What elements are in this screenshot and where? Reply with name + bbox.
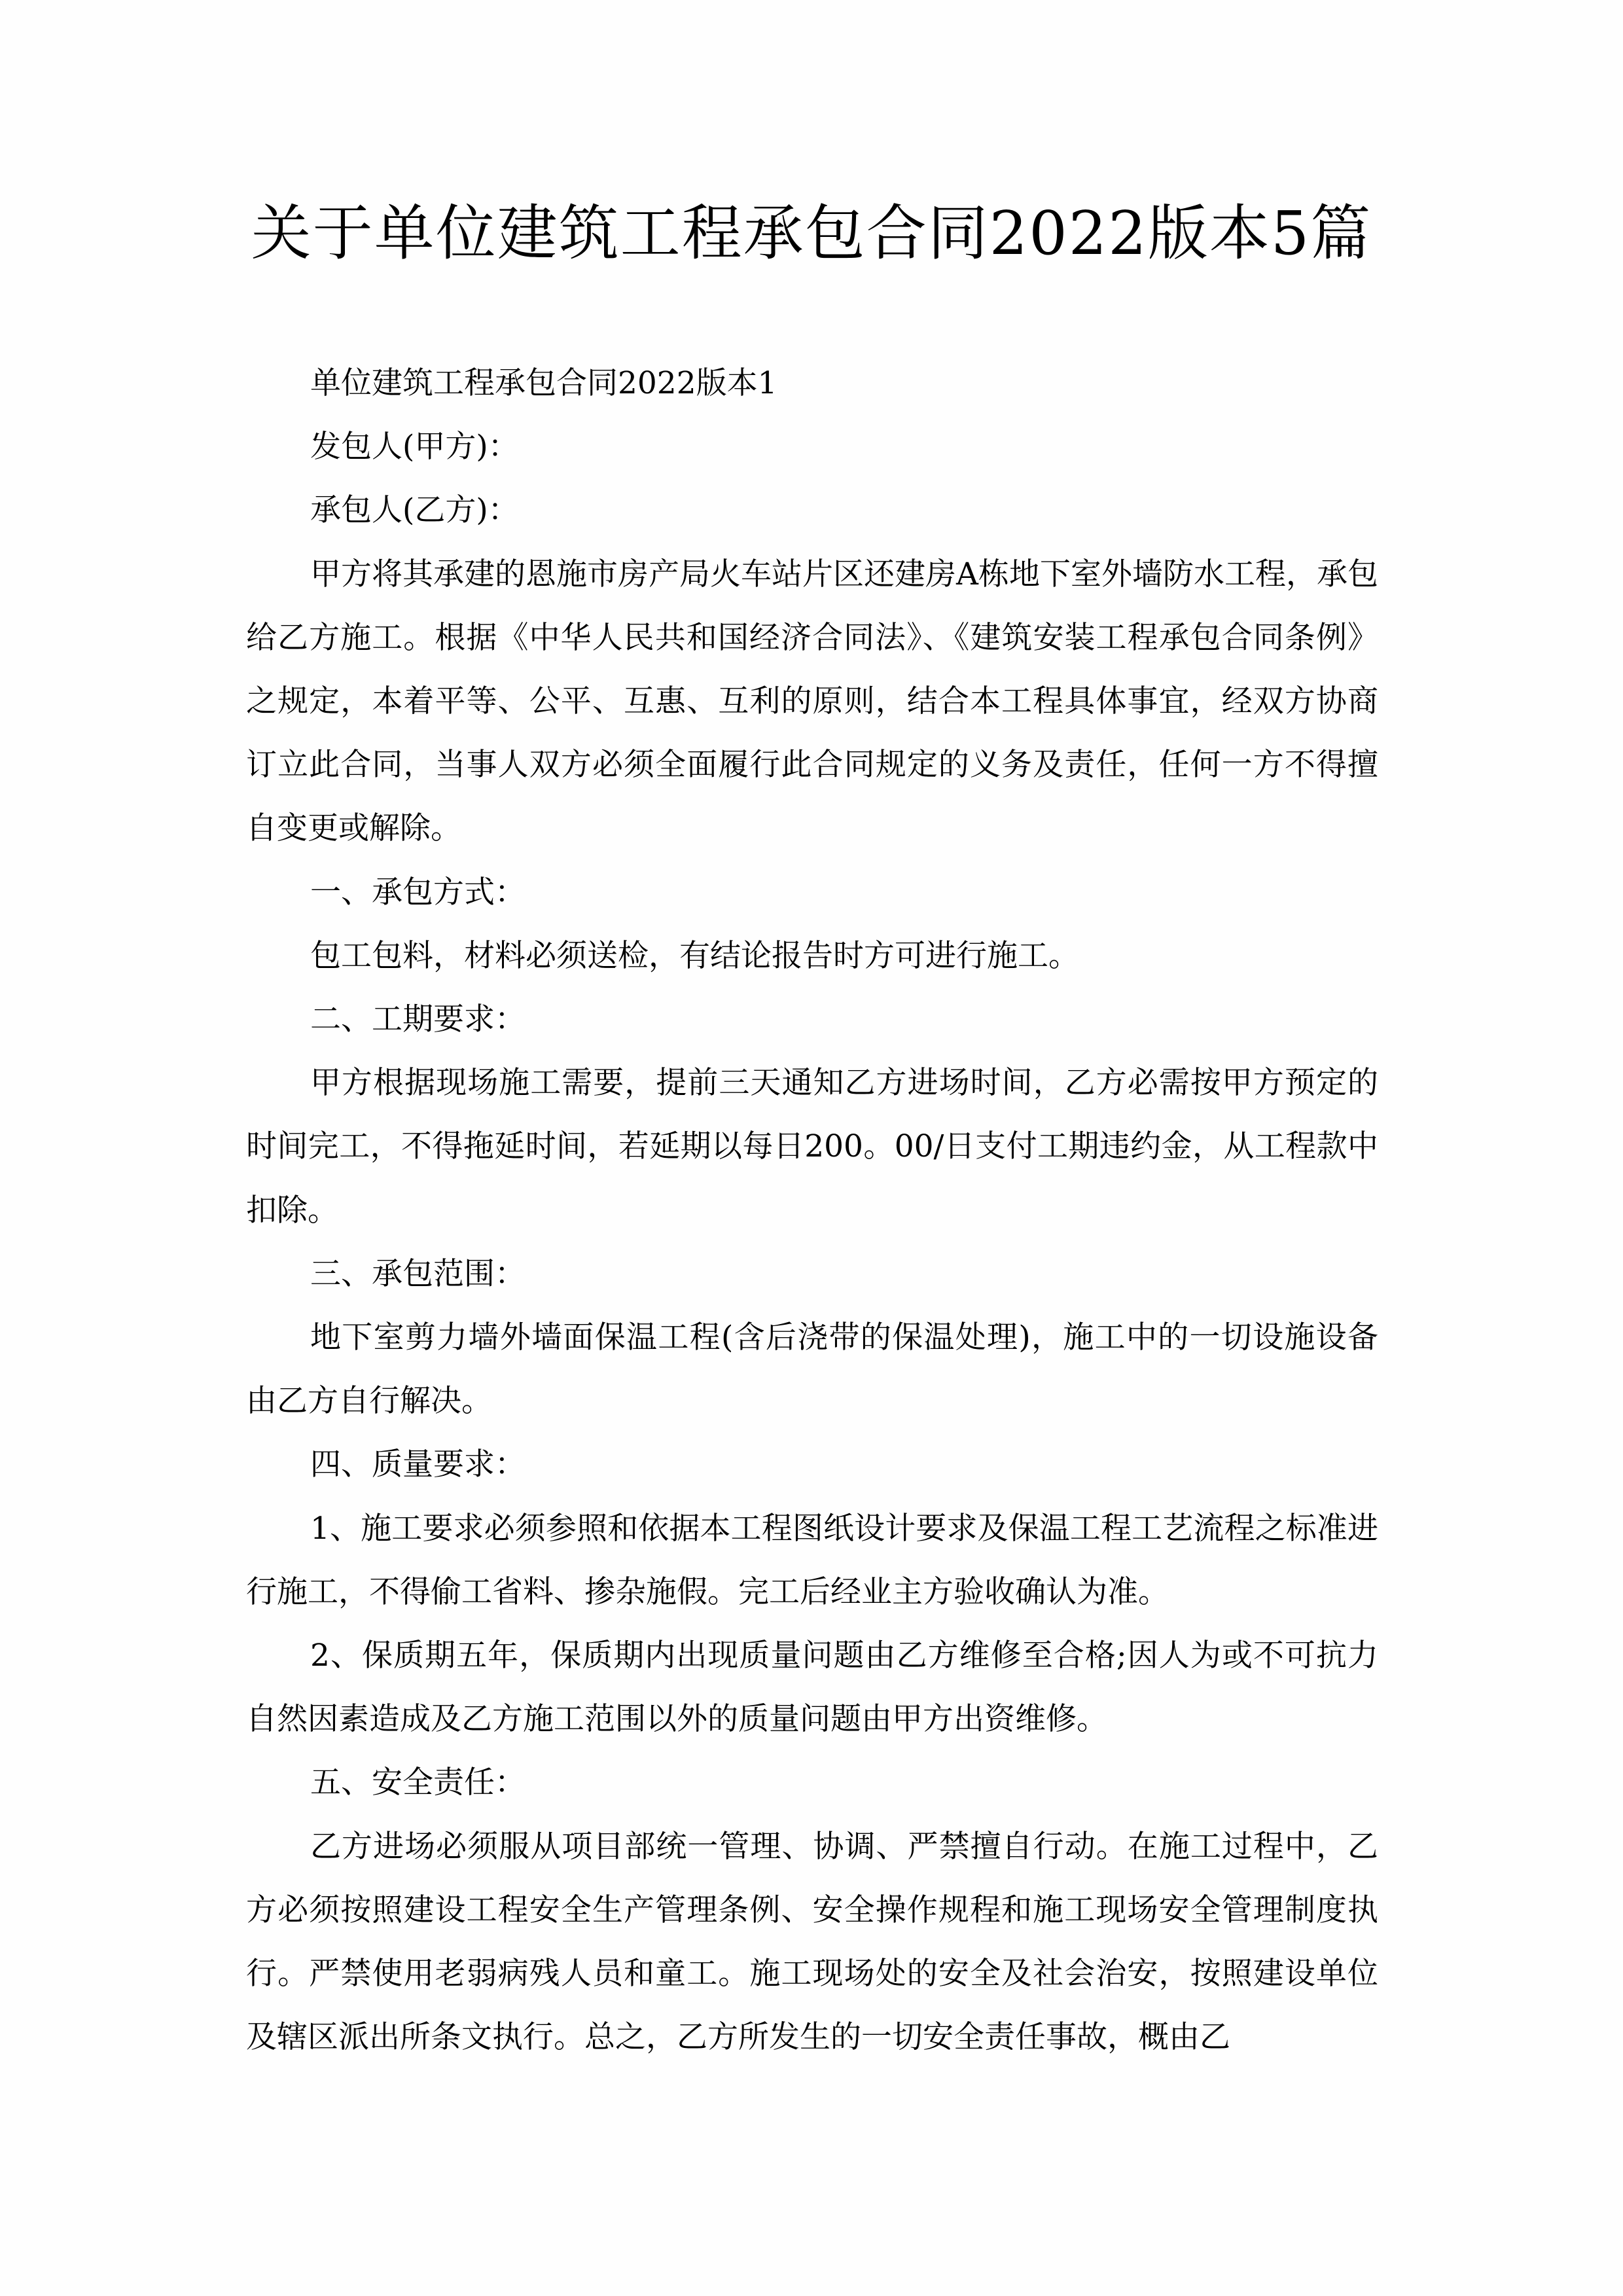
section-heading-scope: 三、承包范围： <box>310 1255 526 1292</box>
contract-method-paragraph: 包工包料，材料必须送检，有结论报告时方可进行施工。 <box>310 937 1079 974</box>
section-heading-contract-method: 一、承包方式： <box>310 874 526 910</box>
schedule-paragraph: 甲方根据现场施工需要，提前三天通知乙方进场时间，乙方必需按甲方预定的时间完工，不得拖延时间，若延期以每日200。00/日支付工期违约金，从工程款中扣除。 <box>246 1065 1378 1229</box>
party-a-line: 发包人(甲方)： <box>310 429 519 465</box>
section-heading-schedule: 二、工期要求： <box>310 1001 526 1038</box>
section-heading-quality: 四、质量要求： <box>310 1446 526 1483</box>
intro-paragraph: 甲方将其承建的恩施市房产局火车站片区还建房A栋地下室外墙防水工程，承包给乙方施工。根据《中华人民共和国经济合同法》、《建筑安装工程承包合同条例》之规定，本着平等、公平、互惠、互利的原则，结合本工程具体事宜，经双方协商订立此合同，当事人双方必须全面履行此合同规定的义务及责任，任何一方不得擅自变更或解除。 <box>246 556 1378 847</box>
safety-paragraph: 乙方进场必须服从项目部统一管理、协调、严禁擅自行动。在施工过程中，乙方必须按照建设工程安全生产管理条例、安全操作规程和施工现场安全管理制度执行。严禁使用老弱病残人员和童工。施工现场处的安全及社会治安，按照建设单位及辖区派出所条文执行。总之，乙方所发生的一切安全责任事故，概由乙 <box>246 1828 1378 2056</box>
subtitle-contract-1: 单位建筑工程承包合同2022版本1 <box>310 365 777 401</box>
document-body <box>246 351 1378 2069</box>
section-heading-safety: 五、安全责任： <box>310 1765 526 1801</box>
party-b-line: 承包人(乙方)： <box>310 492 519 529</box>
quality-item-1: 1、施工要求必须参照和依据本工程图纸设计要求及保温工程工艺流程之标准进行施工，不得偷工省料、掺杂施假。完工后经业主方验收确认为准。 <box>246 1510 1378 1610</box>
document-title: 关于单位建筑工程承包合同2022版本5篇 <box>251 198 1372 268</box>
scope-paragraph: 地下室剪力墙外墙面保温工程(含后浇带的保温处理)，施工中的一切设施设备由乙方自行解决。 <box>246 1319 1378 1420</box>
quality-item-2: 2、保质期五年，保质期内出现质量问题由乙方维修至合格;因人为或不可抗力自然因素造成及乙方施工范围以外的质量问题由甲方出资维修。 <box>246 1638 1378 1738</box>
